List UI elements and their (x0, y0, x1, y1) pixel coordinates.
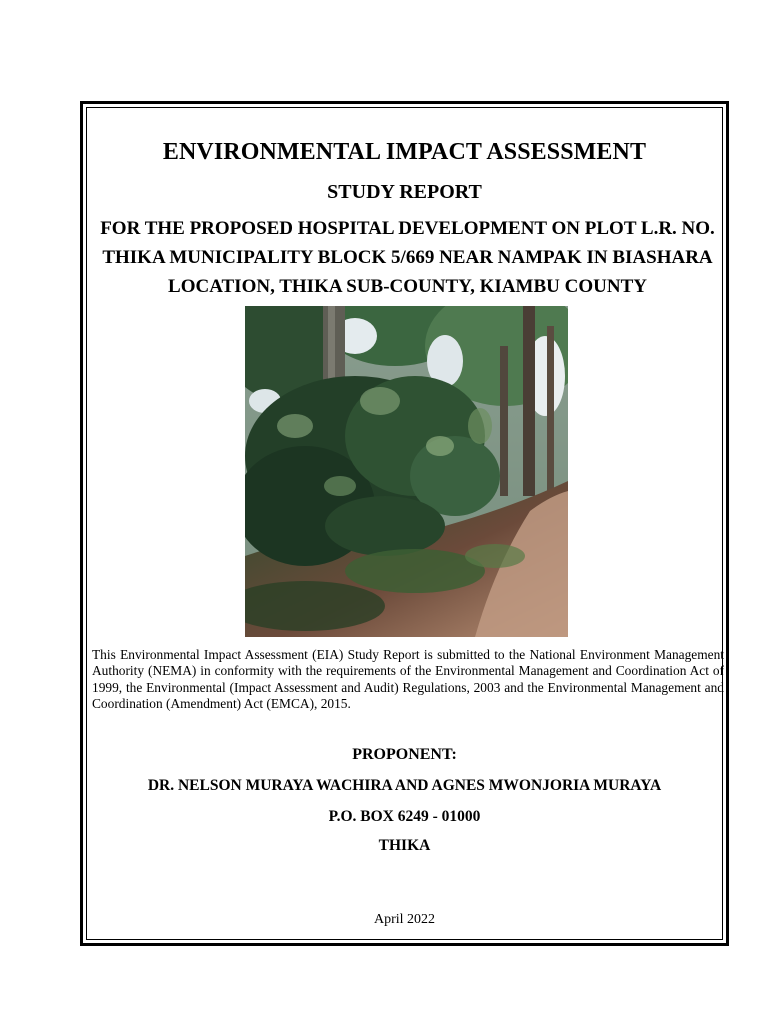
postal-address: P.O. BOX 6249 - 01000 (328, 808, 481, 825)
site-photo-illustration (245, 306, 568, 637)
city: THIKA (378, 837, 431, 854)
proponent-label: PROPONENT: (352, 746, 457, 763)
site-photo (245, 306, 568, 637)
page-border (80, 101, 729, 946)
page-inner-border (86, 107, 723, 940)
report-subtitle: STUDY REPORT (327, 181, 482, 203)
report-title: ENVIRONMENTAL IMPACT ASSESSMENT (162, 139, 647, 165)
project-description: FOR THE PROPOSED HOSPITAL DEVELOPMENT ON PLOT L.R. NO. THIKA MUNICIPALITY BLOCK 5/669 NEAR NAMPAK IN BIASHARA LOCATION, THIKA SUB-COUNTY, KIAMBU COUNTY (100, 218, 715, 297)
proponent-name: DR. NELSON MURAYA WACHIRA AND AGNES MWONJORIA MURAYA (147, 777, 662, 794)
report-date: April 2022 (373, 912, 436, 927)
submission-statement: This Environmental Impact Assessment (EIA) Study Report is submitted to the National Environment Management Authority (NEMA) in conformity with the requirements of the Environmental Management and Coordination Act of 1999, the Environmental (Impact Assessment and Audit) Regulations, 2003 and the Environmental Management and Coordination (Amendment) Act (EMCA), 2015. (92, 647, 724, 712)
